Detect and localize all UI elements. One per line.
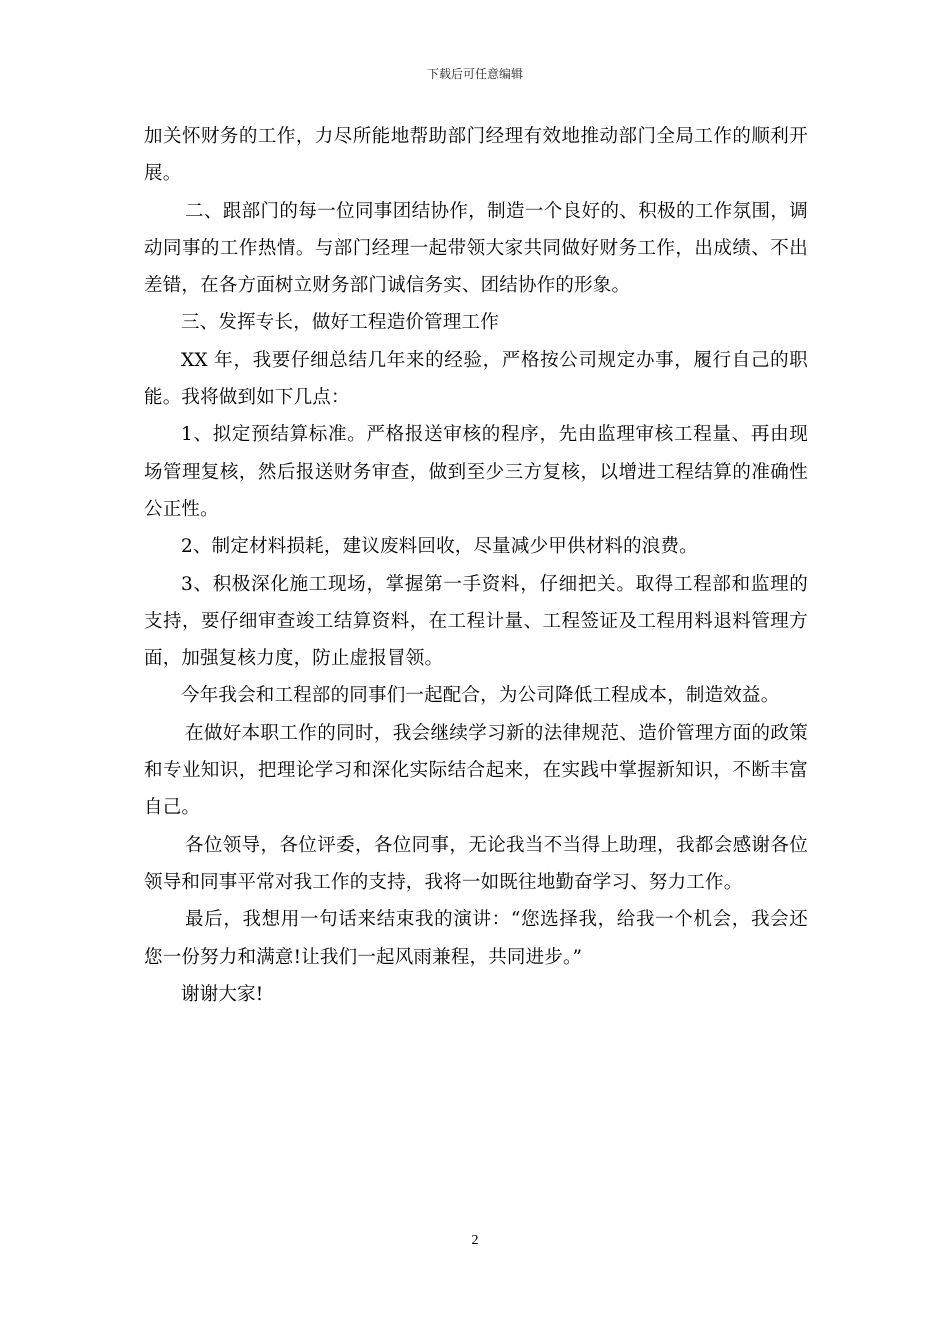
paragraph-thanks-leaders: 各位领导，各位评委，各位同事，无论我当不当得上助理，我都会感谢各位领导和同事平常对我工作的支持，我将一如既往地勤奋学习、努力工作。: [144, 834, 808, 893]
page-header-note: 下载后可任意编辑: [426, 67, 523, 81]
paragraph-closing-quote: 最后，我想用一句话来结束我的演讲：“您选择我，给我一个机会，我会还您一份努力和满意!让我们一起风雨兼程，共同进步。”: [144, 909, 808, 968]
paragraph-cooperation: 今年我会和工程部的同事们一起配合，为公司降低工程成本，制造效益。: [181, 685, 780, 707]
document-body: [144, 118, 808, 1013]
paragraph-item-3: 3、积极深化施工现场，掌握第一手资料，仔细把关。取得工程部和监理的支持，要仔细审查竣工结算资料，在工程计量、工程签证及工程用料退料管理方面，加强复核力度，防止虚报冒领。: [144, 573, 808, 670]
paragraph-item-2: 2、制定材料损耗，建议废料回收，尽量减少甲供材料的浪费。: [181, 536, 698, 558]
page-number: 2: [471, 1233, 479, 1248]
paragraph-continuation: 加关怀财务的工作，力尽所能地帮助部门经理有效地推动部门全局工作的顺利开展。: [144, 126, 808, 185]
paragraph-section-three-heading: 三、发挥专长，做好工程造价管理工作: [181, 312, 499, 334]
paragraph-thank-you: 谢谢大家!: [181, 983, 264, 1005]
paragraph-section-two: 二、跟部门的每一位同事团结协作，制造一个良好的、积极的工作氛围，调动同事的工作热情。与部门经理一起带领大家共同做好财务工作，出成绩、不出差错，在各方面树立财务部门诚信务实、团结协作的形象。: [144, 200, 808, 297]
paragraph-learning: 在做好本职工作的同时，我会继续学习新的法律规范、造价管理方面的政策和专业知识，把理论学习和深化实际结合起来，在实践中掌握新知识，不断丰富自己。: [144, 722, 808, 819]
paragraph-item-1: 1、拟定预结算标准。严格报送审核的程序，先由监理审核工程量、再由现场管理复核，然后报送财务审查，做到至少三方复核，以增进工程结算的准确性公正性。: [144, 424, 808, 520]
paragraph-year-plan: XX 年，我要仔细总结几年来的经验，严格按公司规定办事，履行自己的职能。我将做到如下几点：: [144, 349, 808, 409]
